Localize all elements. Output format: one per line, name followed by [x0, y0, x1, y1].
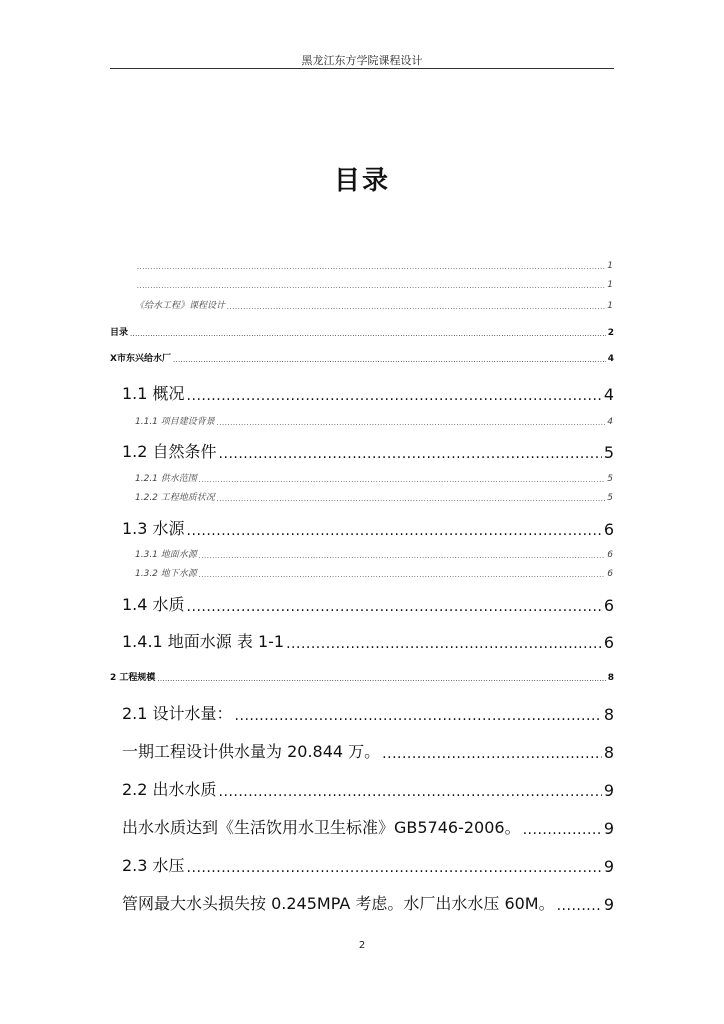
- toc-entry[interactable]: [135, 566, 613, 579]
- page-number: 2: [358, 940, 366, 951]
- toc-entry-page: 9: [603, 781, 614, 800]
- toc-entry[interactable]: [135, 280, 613, 290]
- toc-entry-page: 4: [607, 417, 613, 427]
- toc-entry-label: 一期工程设计供水量为 20.844 万。: [122, 742, 381, 761]
- toc-entry-page: 2: [607, 328, 614, 338]
- toc-entry-label: 目录: [110, 328, 129, 338]
- toc-entry[interactable]: [122, 853, 614, 876]
- toc-entry-label: 1.3.1 地面水源: [135, 550, 197, 560]
- toc-entry-page: 6: [603, 633, 614, 652]
- header-rule: [110, 68, 614, 69]
- toc-entry-label: 2.2 出水水质: [122, 780, 217, 799]
- toc-entry-page: 1: [607, 280, 613, 290]
- toc-entry-page: 8: [603, 743, 614, 762]
- toc-entry[interactable]: [122, 739, 614, 762]
- toc-entry-label: 1.3 水源: [122, 519, 185, 538]
- toc-entry[interactable]: [122, 815, 614, 838]
- toc-entry-label: 1.3.2 地下水源: [135, 569, 197, 579]
- toc-entry-page: 4: [603, 385, 614, 404]
- toc-entry[interactable]: [122, 777, 614, 800]
- toc-entry[interactable]: [135, 490, 613, 503]
- toc-entry[interactable]: [135, 471, 613, 484]
- toc-entry-page: 5: [607, 493, 613, 503]
- toc-entry-label: X市东兴给水厂: [110, 354, 171, 364]
- toc-entry-page: 5: [607, 474, 613, 484]
- toc-entry-page: 8: [603, 705, 614, 724]
- toc-entry[interactable]: [135, 547, 613, 560]
- toc-entry[interactable]: [122, 516, 614, 539]
- toc-entry-page: 6: [603, 520, 614, 539]
- toc-entry[interactable]: [122, 439, 614, 462]
- toc-entry[interactable]: [135, 261, 613, 271]
- toc-entry[interactable]: [122, 629, 614, 652]
- toc-entry-label: 1.4.1 地面水源 表 1-1: [122, 632, 285, 651]
- toc-entry-label: 1.2.2 工程地质状况: [135, 493, 215, 503]
- toc-entry-label: 《给水工程》课程设计: [135, 301, 226, 311]
- toc-entry-label: 2.3 水压: [122, 856, 185, 875]
- toc-entry[interactable]: [110, 670, 614, 683]
- toc-entry-label: 出水水质达到《生活饮用水卫生标准》GB5746-2006。: [122, 818, 521, 837]
- toc-entry[interactable]: [135, 298, 613, 311]
- toc-entry-page: 5: [603, 443, 614, 462]
- toc-entry-label: 1.2 自然条件: [122, 442, 217, 461]
- toc-entry-label: 1.4 水质: [122, 595, 185, 614]
- toc-entry-label: 2.1 设计水量：: [122, 704, 233, 723]
- toc-entry-page: 6: [607, 550, 613, 560]
- toc-entry-label: 1.2.1 供水范围: [135, 474, 197, 484]
- toc-entry-label: 1.1 概况: [122, 384, 185, 403]
- toc-entry[interactable]: [122, 592, 614, 615]
- toc-entry-page: 6: [603, 596, 614, 615]
- toc-entry-page: 4: [607, 354, 614, 364]
- toc-title: 目录: [333, 166, 390, 196]
- toc-entry[interactable]: [110, 351, 614, 364]
- toc-entry-page: 9: [603, 819, 614, 838]
- toc-entry-page: 1: [607, 261, 613, 271]
- page-header: 黑龙江东方学院课程设计: [301, 54, 423, 67]
- toc-entry[interactable]: [135, 414, 613, 427]
- toc-entry-label: 管网最大水头损失按 0.245MPA 考虑。水厂出水水压 60M。: [122, 894, 555, 913]
- toc-entry-page: 1: [607, 301, 613, 311]
- toc-entry[interactable]: [110, 325, 614, 338]
- toc-entry[interactable]: [122, 891, 614, 914]
- toc-entry-page: 9: [603, 857, 614, 876]
- toc-entry-page: 8: [607, 673, 614, 683]
- toc-entry-page: 9: [603, 895, 614, 914]
- toc-entry-page: 6: [607, 569, 613, 579]
- toc-entry-label: 1.1.1 项目建设背景: [135, 417, 215, 427]
- toc-entry[interactable]: [122, 701, 614, 724]
- toc-entry-label: 2 工程规模: [110, 673, 156, 683]
- toc-entry[interactable]: [122, 381, 614, 404]
